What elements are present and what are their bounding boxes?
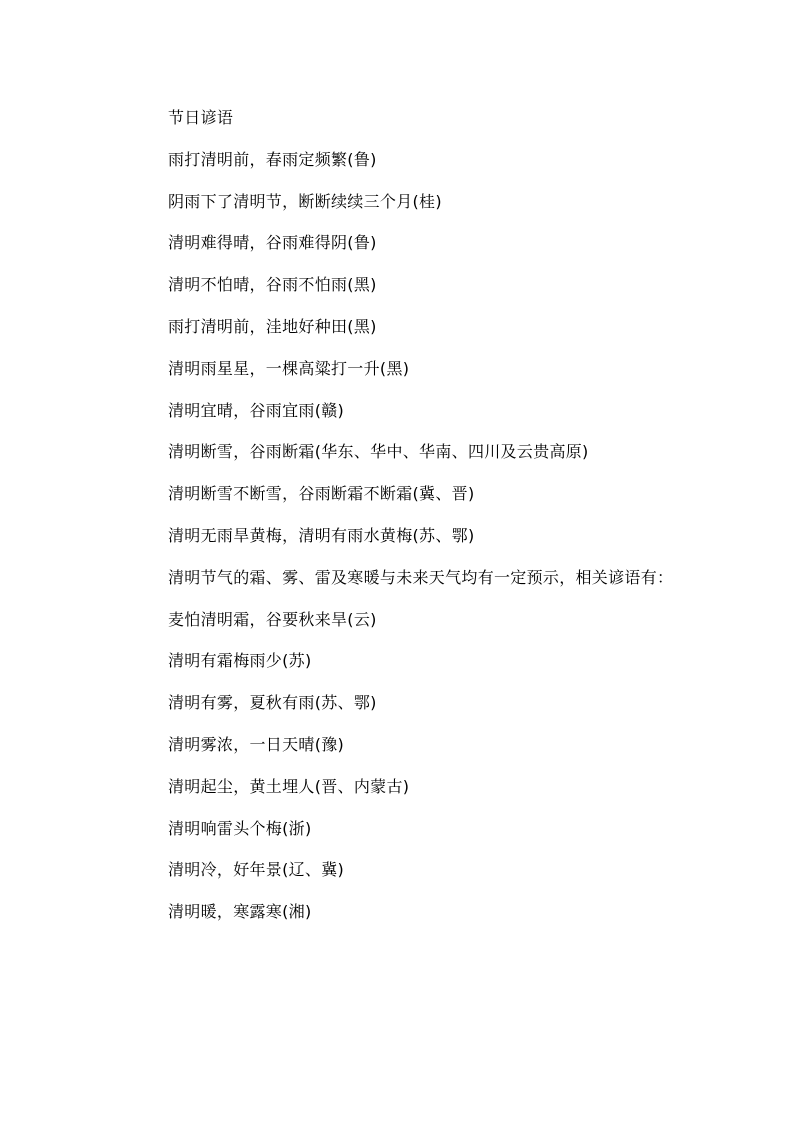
intro-paragraph: 清明节气的霜、雾、雷及寒暖与未来天气均有一定预示，相关谚语有： [168, 567, 674, 587]
document-heading: 节日谚语 [168, 108, 234, 127]
proverb-line-5: 雨打清明前，洼地好种田(黑) [168, 316, 377, 336]
proverb-line-17: 清明冷，好年景(辽、冀) [168, 860, 345, 880]
proverb-line-10: 清明无雨旱黄梅，清明有雨水黄梅(苏、鄂) [168, 525, 475, 545]
proverb-line-14: 清明雾浓，一日天晴(豫) [168, 734, 345, 754]
proverb-line-7: 清明宜晴，谷雨宜雨(赣) [168, 400, 345, 420]
proverb-line-11: 麦怕清明霜，谷要秋来旱(云) [168, 609, 377, 629]
proverb-line-15: 清明起尘，黄土埋人(晋、内蒙古) [168, 776, 410, 796]
proverb-line-16: 清明响雷头个梅(浙) [168, 818, 312, 838]
proverb-line-9: 清明断雪不断雪，谷雨断霜不断霜(冀、晋) [168, 484, 475, 504]
proverb-line-4: 清明不怕晴，谷雨不怕雨(黑) [168, 275, 377, 295]
proverb-line-18: 清明暖，寒露寒(湘) [168, 902, 312, 922]
proverb-line-2: 阴雨下了清明节，断断续续三个月(桂) [168, 191, 442, 211]
proverb-line-13: 清明有雾，夏秋有雨(苏、鄂) [168, 693, 377, 713]
proverb-line-12: 清明有霜梅雨少(苏) [168, 651, 312, 671]
proverb-line-3: 清明难得晴，谷雨难得阴(鲁) [168, 233, 377, 253]
document-body [120, 97, 676, 933]
proverb-line-1: 雨打清明前，春雨定频繁(鲁) [168, 149, 377, 169]
proverb-line-6: 清明雨星星，一棵高粱打一升(黑) [168, 358, 410, 378]
proverb-line-8: 清明断雪，谷雨断霜(华东、华中、华南、四川及云贵高原) [168, 442, 589, 462]
